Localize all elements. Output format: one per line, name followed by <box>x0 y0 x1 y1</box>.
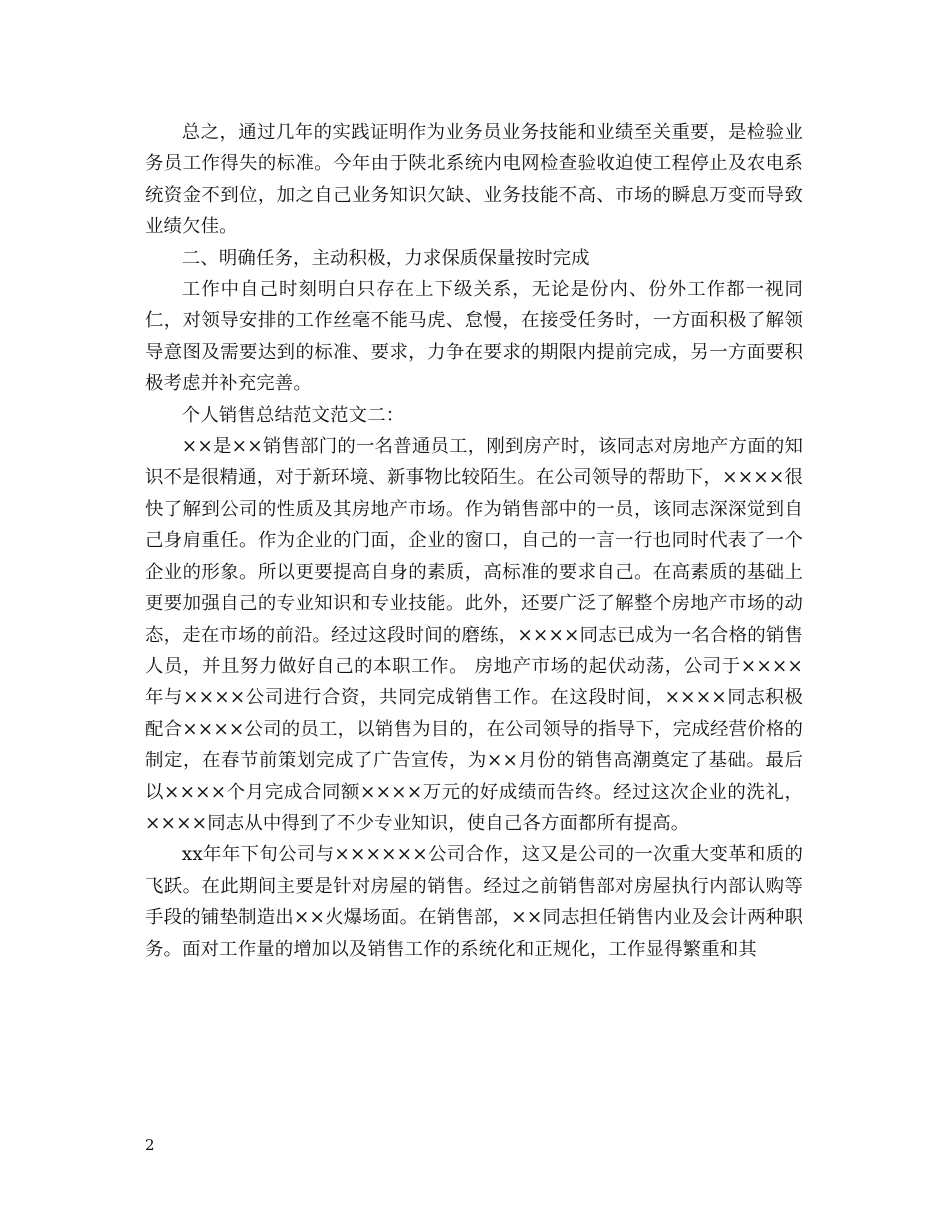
section-heading-sample-two: 个人销售总结范文范文二： <box>181 404 405 426</box>
paragraph-cooperation: xx年年下旬公司与××××××公司合作，这又是公司的一次重大变革和质的飞跃。在此期间主要是针对房屋的销售。经过之前销售部对房屋执行内部认购等手段的铺垫制造出××火爆场面。在销售部，××同志担任销售内业及会计两种职务。面对工作量的增加以及销售工作的系统化和正规化，工作显得繁重和其 <box>145 844 803 960</box>
paragraph-sales-experience: ××是××销售部门的一名普通员工，刚到房产时，该同志对房地产方面的知识不是很精通，对于新环境、新事物比较陌生。在公司领导的帮助下，××××很快了解到公司的性质及其房地产市场。作为销售部中的一员，该同志深深觉到自己身肩重任。作为企业的门面，企业的窗口，自己的一言一行也同时代表了一个企业的形象。所以更要提高自身的素质，高标准的要求自己。在高素质的基础上更要加强自己的专业知识和专业技能。此外，还要广泛了解整个房地产市场的动态，走在市场的前沿。经过这段时间的磨练，××××同志已成为一名合格的销售人员，并且努力做好自己的本职工作。 房地产市场的起伏动荡，公司于××××年与××××公司进行合资，共同完成销售工作。在这段时间，××××同志积极配合××××公司的员工，以销售为目的，在公司领导的指导下，完成经营价格的制定，在春节前策划完成了广告宣传，为××月份的销售高潮奠定了基础。最后以××××个月完成合同额××××万元的好成绩而告终。经过这次企业的洗礼，××××同志从中得到了不少专业知识，使自己各方面都所有提高。 <box>145 436 803 834</box>
paragraph-work-attitude: 工作中自己时刻明白只存在上下级关系，无论是份内、份外工作都一视同仁，对领导安排的工作丝毫不能马虎、怠慢，在接受任务时，一方面积极了解领导意图及需要达到的标准、要求，力争在要求的期限内提前完成，另一方面要积极考虑并补充完善。 <box>145 279 803 395</box>
document-body <box>145 117 803 965</box>
page-number: 2 <box>145 1136 155 1154</box>
section-heading-tasks: 二、明确任务，主动积极，力求保质保量按时完成 <box>181 247 590 269</box>
paragraph-summary: 总之，通过几年的实践证明作为业务员业务技能和业绩至关重要，是检验业务员工作得失的标准。今年由于陕北系统内电网检查验收迫使工程停止及农电系统资金不到位，加之自己业务知识欠缺、业务技能不高、市场的瞬息万变而导致业绩欠佳。 <box>145 122 803 238</box>
